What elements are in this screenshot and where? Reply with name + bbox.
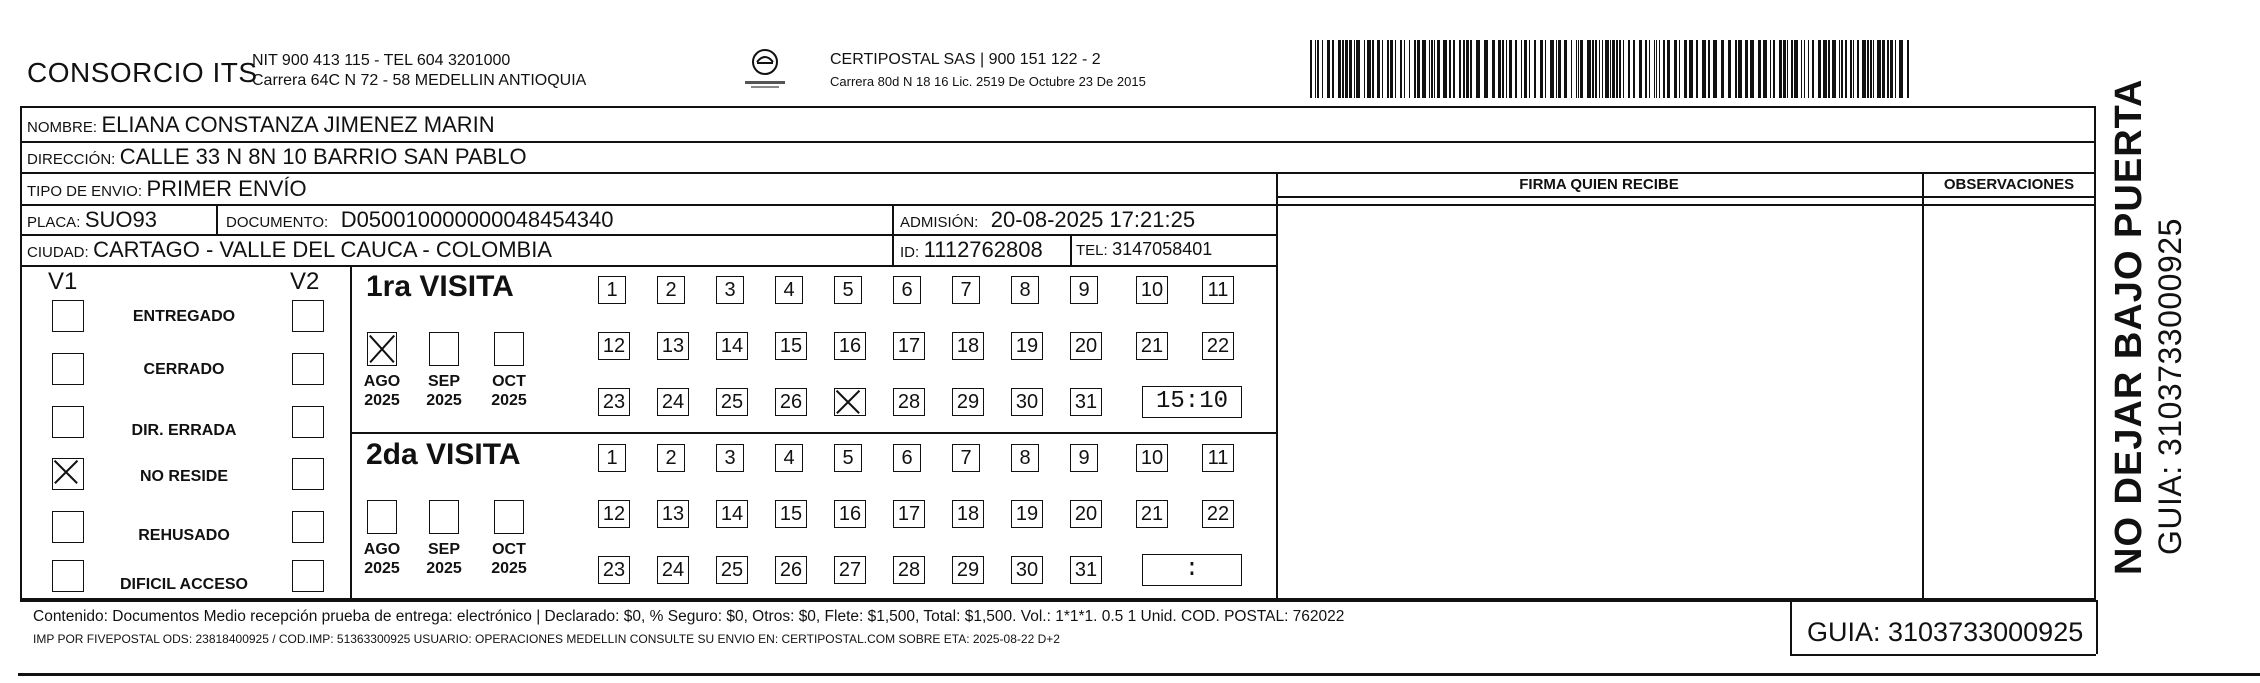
visit2-day-13[interactable]: 13 [657,500,689,528]
visit1-day-17[interactable]: 17 [893,332,925,360]
observaciones-header: OBSERVACIONES [1943,176,2075,193]
visit1-day-28[interactable]: 28 [893,388,925,416]
visit2-month-year-2: 2025 [491,560,527,577]
visit1-day-23[interactable]: 23 [598,388,630,416]
footer-print-line: IMP POR FIVEPOSTAL ODS: 23818400925 / COD.IMP: 51363300925 USUARIO: OPERACIONES MEDELLIN CONSULTE SU ENVIO EN: CERTIPOSTAL.COM SOBRE ETA: 2025-08-22 D+2 [33,632,1060,646]
id-field [900,237,1043,263]
visit1-day-22[interactable]: 22 [1202,332,1234,360]
v1-checkbox-2[interactable] [52,406,84,438]
visit2-day-15[interactable]: 15 [775,500,807,528]
visit1-month-year-0: 2025 [364,392,400,409]
visit2-day-20[interactable]: 20 [1070,500,1102,528]
visit2-month-name-0: AGO [363,541,401,558]
v1-label: V1 [48,268,78,295]
ciudad-value: CARTAGO - VALLE DEL CAUCA - COLOMBIA [93,237,552,262]
v2-checkbox-2[interactable] [292,406,324,438]
nombre-value: ELIANA CONSTANZA JIMENEZ MARIN [101,112,495,137]
admision-label: ADMISIÓN: [900,214,979,231]
v1-checkbox-4[interactable] [52,511,84,543]
company-address: Carrera 64C N 72 - 58 MEDELLIN ANTIOQUIA [252,72,587,89]
visit1-day-8[interactable]: 8 [1011,276,1039,304]
status-label-5: DIFICIL ACCESO [119,576,248,593]
visit1-time[interactable]: 15:10 [1142,386,1242,418]
courier-license: Carrera 80d N 18 16 Lic. 2519 De Octubre 23 De 2015 [830,74,1146,89]
visit1-month-checkbox-0[interactable] [367,332,397,366]
status-label-3: NO RESIDE [139,468,228,485]
visit1-day-10[interactable]: 10 [1136,276,1168,304]
visit2-day-6[interactable]: 6 [893,444,921,472]
visit2-month-label-2 [487,540,531,578]
visit1-day-20[interactable]: 20 [1070,332,1102,360]
id-label: ID: [900,244,920,261]
visit1-day-12[interactable]: 12 [598,332,630,360]
visit2-month-checkbox-1[interactable] [429,500,459,534]
visit2-day-30[interactable]: 30 [1011,556,1043,584]
visit2-day-21[interactable]: 21 [1136,500,1168,528]
visit1-month-label-0 [360,372,404,410]
barcode [1310,40,1910,98]
v2-checkbox-0[interactable] [292,300,324,332]
visit2-day-14[interactable]: 14 [716,500,748,528]
direccion-row [27,144,527,170]
visit1-month-name-1: SEP [427,373,460,390]
direccion-label: DIRECCIÓN: [27,151,116,168]
visit1-month-year-2: 2025 [491,392,527,409]
visit2-day-11[interactable]: 11 [1202,444,1234,472]
footer-content-line: Contenido: Documentos Medio recepción prueba de entrega: electrónico | Declarado: $0, % Seguro: $0, Otros: $0, Flete: $1,500, Total: $1,500. Vol.: 1*1*1. 0.5 1 Unid. COD. POSTAL: 762022 [33,608,1345,625]
visit1-month-checkbox-2[interactable] [494,332,524,366]
visit2-day-28[interactable]: 28 [893,556,925,584]
firma-header: FIRMA QUIEN RECIBE [1519,176,1679,193]
visit2-month-label-1 [422,540,466,578]
v1-checkbox-3[interactable] [52,458,84,490]
visit2-time[interactable]: : [1142,554,1242,586]
documento-value: D050010000000048454340 [340,207,614,232]
visit1-day-18[interactable]: 18 [952,332,984,360]
visit2-day-12[interactable]: 12 [598,500,630,528]
visit2-day-29[interactable]: 29 [952,556,984,584]
visit1-day-14[interactable]: 14 [716,332,748,360]
visit2-month-checkbox-2[interactable] [494,500,524,534]
visit1-day-1[interactable]: 1 [598,276,626,304]
visit2-month-year-0: 2025 [364,560,400,577]
ciudad-field [27,237,552,263]
tipo-envio-value: PRIMER ENVÍO [146,176,307,201]
company-name: CONSORCIO ITS [27,57,258,88]
visit1-month-name-2: OCT [492,373,526,390]
visit1-day-2[interactable]: 2 [657,276,685,304]
tel-label: TEL: [1076,242,1108,259]
visit1-title: 1ra VISITA [366,270,514,303]
visit1-day-19[interactable]: 19 [1011,332,1043,360]
status-label-1: CERRADO [143,361,225,378]
no-dejar-bajo-puerta: NO DEJAR BAJO PUERTA [2108,78,2150,575]
status-label-2: DIR. ERRADA [131,422,237,439]
visit1-day-15[interactable]: 15 [775,332,807,360]
guia-number: GUIA: 3103733000925 [1807,617,2084,647]
v1-checkbox-5[interactable] [52,560,84,592]
company-nit: NIT 900 413 115 - TEL 604 3201000 [252,52,511,69]
visit1-day-11[interactable]: 11 [1202,276,1234,304]
tel-field [1076,239,1212,260]
v2-checkbox-4[interactable] [292,511,324,543]
visit2-day-26[interactable]: 26 [775,556,807,584]
visit2-day-9[interactable]: 9 [1070,444,1098,472]
visit1-day-5[interactable]: 5 [834,276,862,304]
visit1-day-4[interactable]: 4 [775,276,803,304]
documento-label: DOCUMENTO: [226,214,329,231]
visit2-day-31[interactable]: 31 [1070,556,1102,584]
placa-value: SUO93 [84,207,157,232]
placa-label: PLACA: [27,214,81,231]
visit2-day-27[interactable]: 27 [834,556,866,584]
status-label-4: REHUSADO [138,527,230,544]
visit2-day-4[interactable]: 4 [775,444,803,472]
visit1-day-31[interactable]: 31 [1070,388,1102,416]
nombre-row [27,112,495,138]
side-guia-number: GUIA: 3103733000925 [2152,218,2188,555]
visit1-day-9[interactable]: 9 [1070,276,1098,304]
visit2-day-17[interactable]: 17 [893,500,925,528]
v1-checkbox-1[interactable] [52,353,84,385]
visit1-day-6[interactable]: 6 [893,276,921,304]
visit1-month-year-1: 2025 [426,392,462,409]
direccion-value: CALLE 33 N 8N 10 BARRIO SAN PABLO [119,144,527,169]
visit2-month-year-1: 2025 [426,560,462,577]
visit2-day-5[interactable]: 5 [834,444,862,472]
visit1-day-29[interactable]: 29 [952,388,984,416]
visit2-day-16[interactable]: 16 [834,500,866,528]
visit1-month-checkbox-1[interactable] [429,332,459,366]
visit2-day-2[interactable]: 2 [657,444,685,472]
visit2-day-8[interactable]: 8 [1011,444,1039,472]
visit2-day-18[interactable]: 18 [952,500,984,528]
visit2-day-3[interactable]: 3 [716,444,744,472]
v1-checkbox-0[interactable] [52,300,84,332]
visit2-day-23[interactable]: 23 [598,556,630,584]
visit1-day-3[interactable]: 3 [716,276,744,304]
visit2-day-10[interactable]: 10 [1136,444,1168,472]
v2-checkbox-5[interactable] [292,560,324,592]
visit2-month-label-0 [360,540,404,578]
admision-value: 20-08-2025 17:21:25 [990,207,1196,232]
visit1-day-25[interactable]: 25 [716,388,748,416]
visit2-day-24[interactable]: 24 [657,556,689,584]
placa-field [27,207,157,233]
visit2-day-7[interactable]: 7 [952,444,980,472]
tipo-envio-label: TIPO DE ENVIO: [27,183,143,200]
visit1-month-label-1 [422,372,466,410]
visit1-day-30[interactable]: 30 [1011,388,1043,416]
id-value: 1112762808 [923,237,1043,262]
visit2-month-checkbox-0[interactable] [367,500,397,534]
visit1-day-24[interactable]: 24 [657,388,689,416]
nombre-label: NOMBRE: [27,119,98,136]
courier-nit: CERTIPOSTAL SAS | 900 151 122 - 2 [830,51,1101,68]
v2-checkbox-3[interactable] [292,458,324,490]
visit2-day-22[interactable]: 22 [1202,500,1234,528]
visit2-month-name-2: OCT [492,541,526,558]
v2-checkbox-1[interactable] [292,353,324,385]
visit2-month-name-1: SEP [427,541,460,558]
certipostal-logo [735,47,795,91]
visit2-day-19[interactable]: 19 [1011,500,1043,528]
visit1-day-13[interactable]: 13 [657,332,689,360]
ciudad-label: CIUDAD: [27,244,89,261]
visit2-day-1[interactable]: 1 [598,444,626,472]
documento-field [226,207,614,233]
tel-value: 3147058401 [1112,239,1213,259]
visit1-day-7[interactable]: 7 [952,276,980,304]
visit2-title: 2da VISITA [366,438,521,471]
visit1-day-26[interactable]: 26 [775,388,807,416]
visit1-month-name-0: AGO [363,373,401,390]
tipo-envio-row [27,176,307,202]
status-label-0: ENTREGADO [132,308,236,325]
visit2-day-25[interactable]: 25 [716,556,748,584]
visit1-day-27[interactable] [834,388,866,416]
visit1-day-21[interactable]: 21 [1136,332,1168,360]
visit1-day-16[interactable]: 16 [834,332,866,360]
visit1-month-label-2 [487,372,531,410]
admision-field [900,207,1195,233]
v2-label: V2 [290,268,320,295]
